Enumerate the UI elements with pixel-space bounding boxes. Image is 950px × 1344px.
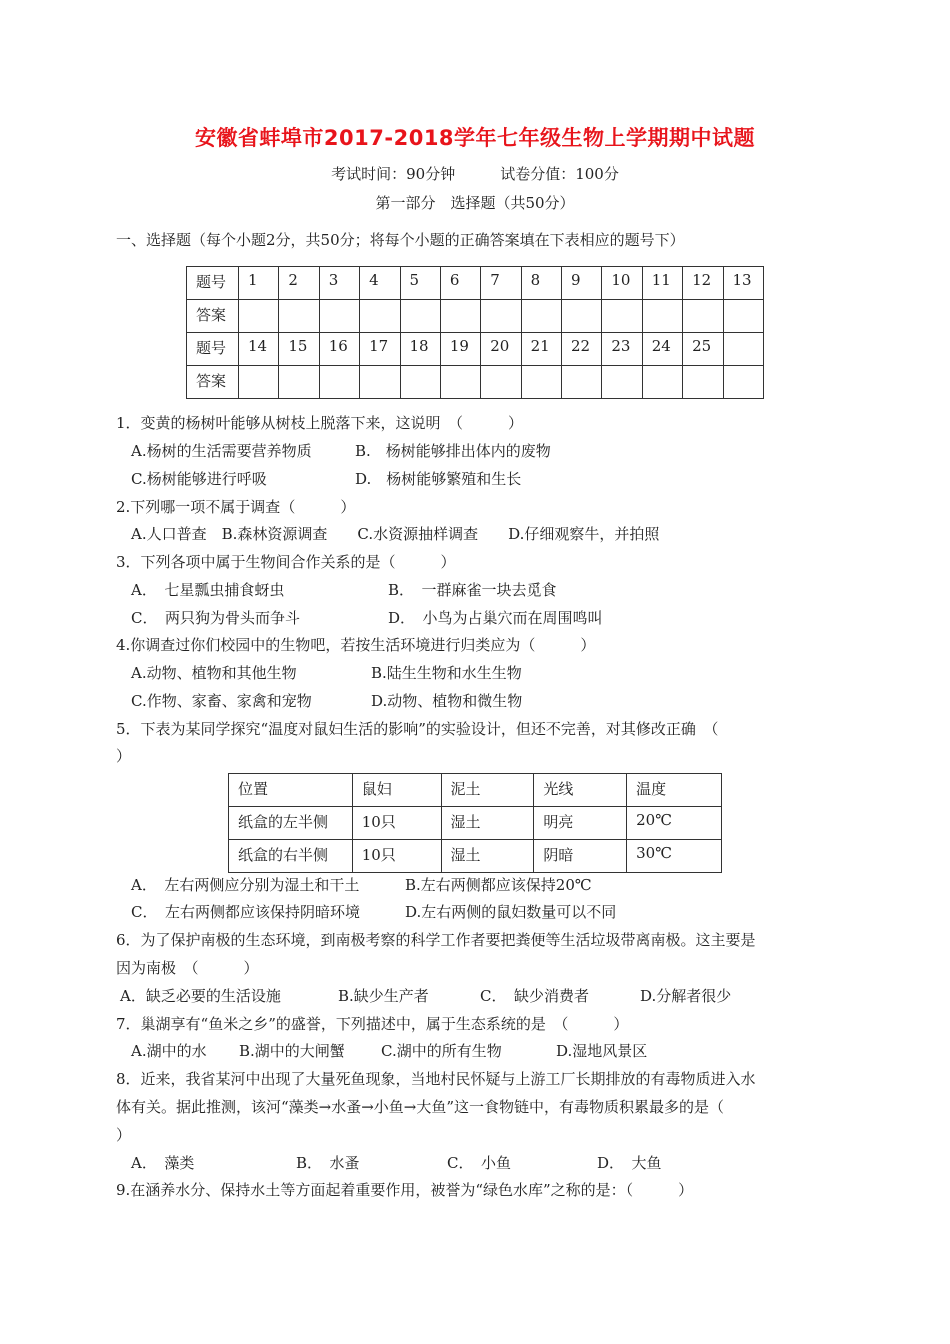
answer-cell xyxy=(521,366,561,399)
answer-cell xyxy=(723,300,764,333)
experiment-cell: 阴暗 xyxy=(534,840,627,873)
answer-cell xyxy=(562,366,602,399)
q8-option-d: D． 大鱼 xyxy=(597,1154,662,1172)
answer-cell xyxy=(279,366,319,399)
question-number-cell: 19 xyxy=(440,333,480,366)
experiment-header-cell: 光线 xyxy=(534,774,627,807)
q8-option-a: A． 藻类 xyxy=(131,1154,195,1172)
number-row-label: 题号 xyxy=(187,267,239,300)
number-row xyxy=(187,267,764,300)
experiment-cell: 30℃ xyxy=(627,840,722,873)
answer-row-label: 答案 xyxy=(187,366,239,399)
experiment-header-cell: 鼠妇 xyxy=(352,774,441,807)
question-number-cell: 11 xyxy=(642,267,682,300)
q6-option-a: A．缺乏必要的生活设施 xyxy=(120,987,281,1005)
answer-table xyxy=(186,266,764,399)
question-number-cell xyxy=(723,333,764,366)
exam-info: 考试时间：90分钟 试卷分值：100分 xyxy=(331,165,619,183)
question-number-cell: 25 xyxy=(683,333,723,366)
q7-option-a: A.湖中的水 xyxy=(131,1042,207,1060)
answer-cell xyxy=(602,300,642,333)
q6-option-b: B.缺少生产者 xyxy=(338,987,429,1005)
answer-cell xyxy=(279,300,319,333)
answer-cell xyxy=(319,366,359,399)
number-row-label: 题号 xyxy=(187,333,239,366)
q8-option-c: C． 小鱼 xyxy=(447,1154,511,1172)
answer-cell xyxy=(239,300,279,333)
q5-stem: 5．下表为某同学探究“温度对鼠妇生活的影响”的实验设计，但还不完善，对其修改正确 （ xyxy=(116,720,719,738)
question-number-cell: 23 xyxy=(602,333,642,366)
question-number-cell: 4 xyxy=(360,267,400,300)
question-number-cell: 6 xyxy=(440,267,480,300)
question-number-cell: 10 xyxy=(602,267,642,300)
q1-option-c: C.杨树能够进行呼吸 xyxy=(131,470,267,488)
experiment-cell: 10只 xyxy=(352,807,441,840)
q4-option-b: B.陆生生物和水生生物 xyxy=(371,664,522,682)
question-number-cell: 21 xyxy=(521,333,561,366)
q7-option-b: B.湖中的大闸蟹 xyxy=(239,1042,345,1060)
experiment-cell: 20℃ xyxy=(627,807,722,840)
answer-cell xyxy=(239,366,279,399)
answer-cell xyxy=(683,366,723,399)
question-number-cell: 14 xyxy=(239,333,279,366)
question-number-cell: 2 xyxy=(279,267,319,300)
answer-cell xyxy=(481,366,521,399)
answer-cell xyxy=(602,366,642,399)
question-number-cell: 1 xyxy=(239,267,279,300)
q8-option-b: B． 水蚤 xyxy=(296,1154,360,1172)
experiment-cell: 纸盒的左半侧 xyxy=(229,807,353,840)
q3-option-d: D． 小鸟为占巢穴而在周围鸣叫 xyxy=(388,609,603,627)
question-number-cell: 20 xyxy=(481,333,521,366)
answer-cell xyxy=(723,366,764,399)
experiment-header-row xyxy=(229,774,722,807)
question-number-cell: 9 xyxy=(562,267,602,300)
q9-stem: 9.在涵养水分、保持水土等方面起着重要作用，被誉为“绿色水库”之称的是：（ ） xyxy=(116,1181,694,1199)
question-number-cell: 5 xyxy=(400,267,440,300)
q1-option-d: D. 杨树能够繁殖和生长 xyxy=(355,470,522,488)
experiment-table xyxy=(228,773,722,873)
q8-stem-line2: 体有关。据此推测，该河“藻类→水蚤→小鱼→大鱼”这一食物链中，有毒物质积累最多的是（ xyxy=(116,1098,725,1116)
q3-option-b: B． 一群麻雀一块去觅食 xyxy=(388,581,557,599)
experiment-cell: 湿土 xyxy=(441,840,534,873)
q4-stem: 4.你调查过你们校园中的生物吧，若按生活环境进行归类应为（ ） xyxy=(116,636,596,654)
answer-cell xyxy=(683,300,723,333)
question-number-cell: 13 xyxy=(723,267,764,300)
answer-cell xyxy=(360,300,400,333)
question-number-cell: 17 xyxy=(360,333,400,366)
q1-option-a: A.杨树的生活需要营养物质 xyxy=(131,442,312,460)
answer-cell xyxy=(521,300,561,333)
experiment-cell: 10只 xyxy=(352,840,441,873)
answer-row-label: 答案 xyxy=(187,300,239,333)
q6-stem-line1: 6．为了保护南极的生态环境，到南极考察的科学工作者要把粪便等生活垃圾带离南极。这主要是 xyxy=(116,931,756,949)
experiment-row xyxy=(229,807,722,840)
q3-option-a: A． 七星瓢虫捕食蚜虫 xyxy=(131,581,285,599)
q4-option-a: A.动物、植物和其他生物 xyxy=(131,664,297,682)
q7-option-c: C.湖中的所有生物 xyxy=(381,1042,502,1060)
q2-stem: 2.下列哪一项不属于调查（ ） xyxy=(116,498,356,516)
question-number-cell: 12 xyxy=(683,267,723,300)
question-number-cell: 16 xyxy=(319,333,359,366)
question-number-cell: 3 xyxy=(319,267,359,300)
q4-option-d: D.动物、植物和微生物 xyxy=(371,692,523,710)
answer-cell xyxy=(642,366,682,399)
q4-option-c: C.作物、家畜、家禽和宠物 xyxy=(131,692,312,710)
q8-stem-line1: 8．近来，我省某河中出现了大量死鱼现象，当地村民怀疑与上游工厂长期排放的有毒物质进入水 xyxy=(116,1070,756,1088)
answer-cell xyxy=(481,300,521,333)
exam-title: 安徽省蚌埠市2017-2018学年七年级生物上学期期中试题 xyxy=(194,126,756,150)
answer-cell xyxy=(319,300,359,333)
experiment-header-cell: 位置 xyxy=(229,774,353,807)
q7-stem: 7．巢湖享有“鱼米之乡”的盛誉，下列描述中，属于生态系统的是 （ ） xyxy=(116,1015,629,1033)
answer-cell xyxy=(642,300,682,333)
q3-stem: 3．下列各项中属于生物间合作关系的是（ ） xyxy=(116,553,456,571)
q5-option-c: C． 左右两侧都应该保持阴暗环境 xyxy=(131,903,360,921)
q5-stem-end: ） xyxy=(116,747,132,765)
experiment-header-cell: 泥土 xyxy=(441,774,534,807)
question-number-cell: 18 xyxy=(400,333,440,366)
q1-option-b: B. 杨树能够排出体内的废物 xyxy=(355,442,551,460)
q3-option-c: C． 两只狗为骨头而争斗 xyxy=(131,609,300,627)
q8-stem-line3: ） xyxy=(116,1126,132,1144)
q6-option-c: C． 缺少消费者 xyxy=(480,987,589,1005)
question-number-cell: 15 xyxy=(279,333,319,366)
question-number-cell: 8 xyxy=(521,267,561,300)
answer-row xyxy=(187,366,764,399)
answer-cell xyxy=(562,300,602,333)
question-number-cell: 22 xyxy=(562,333,602,366)
experiment-header-cell: 温度 xyxy=(627,774,722,807)
number-row xyxy=(187,333,764,366)
question-number-cell: 24 xyxy=(642,333,682,366)
part-heading: 第一部分 选择题（共50分） xyxy=(375,194,575,212)
experiment-cell: 纸盒的右半侧 xyxy=(229,840,353,873)
answer-cell xyxy=(400,300,440,333)
experiment-row xyxy=(229,840,722,873)
q1-stem: 1．变黄的杨树叶能够从树枝上脱落下来，这说明 （ ） xyxy=(116,414,524,432)
section-instruction: 一、选择题（每个小题2分，共50分；将每个小题的正确答案填在下表相应的题号下） xyxy=(116,231,685,249)
answer-cell xyxy=(400,366,440,399)
question-number-cell: 7 xyxy=(481,267,521,300)
q6-stem-line2: 因为南极 （ ） xyxy=(116,959,259,977)
q2-options: A.人口普查 B.森林资源调查 C.水资源抽样调查 D.仔细观察牛，并拍照 xyxy=(131,525,660,543)
q5-option-d: D.左右两侧的鼠妇数量可以不同 xyxy=(405,903,617,921)
answer-row xyxy=(187,300,764,333)
experiment-cell: 湿土 xyxy=(441,807,534,840)
answer-cell xyxy=(360,366,400,399)
q6-option-d: D.分解者很少 xyxy=(640,987,732,1005)
q5-option-b: B.左右两侧都应该保持20℃ xyxy=(405,876,592,894)
experiment-cell: 明亮 xyxy=(534,807,627,840)
answer-cell xyxy=(440,300,480,333)
answer-cell xyxy=(440,366,480,399)
q5-option-a: A． 左右两侧应分别为湿土和干土 xyxy=(131,876,360,894)
q7-option-d: D.湿地风景区 xyxy=(556,1042,648,1060)
